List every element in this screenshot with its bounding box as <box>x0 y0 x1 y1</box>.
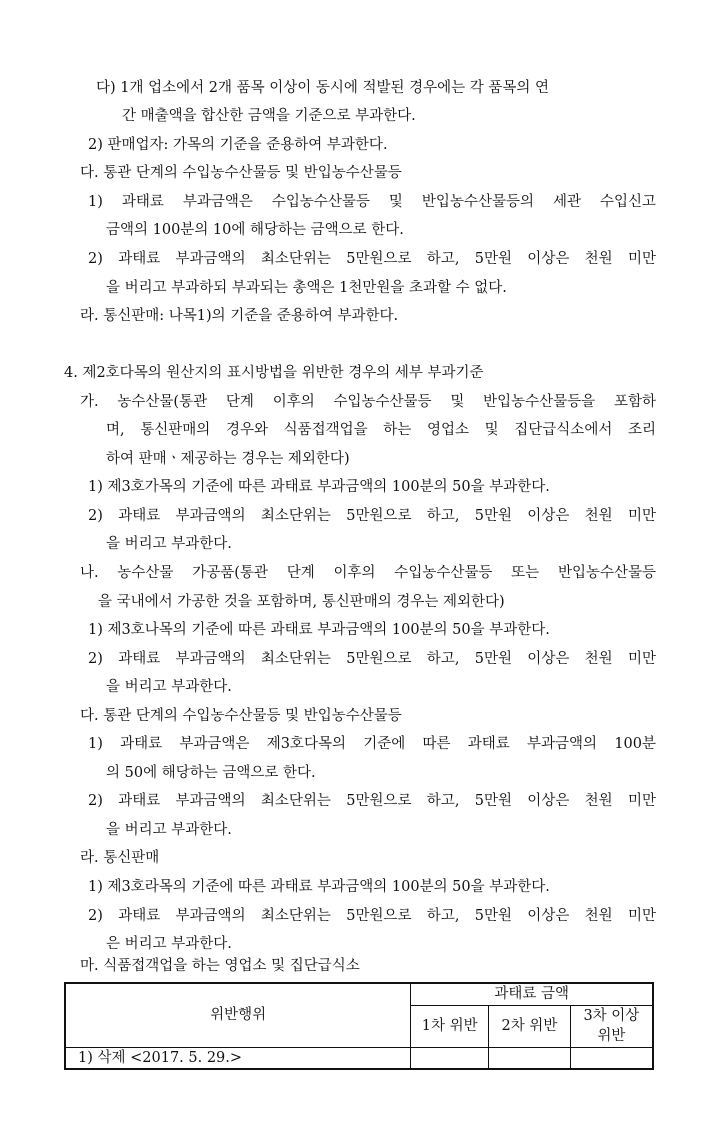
header-3rd-line2: 위반 <box>597 1028 626 1044</box>
text-line: 2) 판매업자: 가목의 기준을 준용하여 부과한다. <box>88 137 388 153</box>
table-row-label: 1) 삭제 <2017. 5. 29.> <box>65 1047 411 1069</box>
fine-table <box>64 982 654 1070</box>
text-line: 을 국내에서 가공한 것을 포함하며, 통신판매의 경우는 제외한다) <box>98 594 505 610</box>
text-line: 간 매출액을 합산한 금액을 기준으로 부과한다. <box>122 108 416 124</box>
text-line: 을 버리고 부과한다. <box>106 679 232 695</box>
text-line: 을 버리고 부과하되 부과되는 총액은 1천만원을 초과할 수 없다. <box>106 280 507 296</box>
table-cell <box>489 1047 571 1069</box>
text-line: 다) 1개 업소에서 2개 품목 이상이 동시에 적발된 경우에는 각 품목의 연 <box>96 80 549 96</box>
header-1st-violation: 1차 위반 <box>411 1005 489 1047</box>
header-2nd-violation: 2차 위반 <box>489 1005 571 1047</box>
text-line: 1) 제3호가목의 기준에 따른 과태료 부과금액의 100분의 50을 부과한다. <box>88 479 550 495</box>
text-line: 2) 과태료 부과금액의 최소단위는 5만원으로 하고, 5만원 이상은 천원 미만 <box>88 793 656 809</box>
text-line: 을 버리고 부과한다. <box>106 822 232 838</box>
text-line: 1) 과태료 부과금액은 수입농수산물등 및 반입농수산물등의 세관 수입신고 <box>88 194 656 210</box>
text-line: 다. 통관 단계의 수입농수산물등 및 반입농수산물등 <box>80 165 402 181</box>
text-line: 2) 과태료 부과금액의 최소단위는 5만원으로 하고, 5만원 이상은 천원 미만 <box>88 508 656 524</box>
section-heading: 4. 제2호다목의 원산지의 표시방법을 위반한 경우의 세부 부과기준 <box>64 365 484 381</box>
text-line: 은 버리고 부과한다. <box>106 936 232 952</box>
header-violation: 위반행위 <box>65 983 411 1047</box>
text-line: 1) 과태료 부과금액은 제3호다목의 기준에 따른 과태료 부과금액의 100분 <box>88 736 656 752</box>
text-line: 하여 판매ㆍ제공하는 경우는 제외한다) <box>106 451 350 467</box>
text-line: 며, 통신판매의 경우와 식품접객업을 하는 영업소 및 집단급식소에서 조리 <box>106 422 656 438</box>
text-line: 마. 식품접객업을 하는 영업소 및 집단급식소 <box>80 958 360 974</box>
text-line: 금액의 100분의 10에 해당하는 금액으로 한다. <box>106 222 404 238</box>
text-line: 라. 통신판매: 나목1)의 기준을 준용하여 부과한다. <box>80 308 399 324</box>
table-cell <box>570 1047 653 1069</box>
header-3rd-violation <box>570 1005 653 1047</box>
text-line: 가. 농수산물(통관 단계 이후의 수입농수산물등 및 반입농수산물등을 포함하 <box>80 394 656 410</box>
text-line: 2) 과태료 부과금액의 최소단위는 5만원으로 하고, 5만원 이상은 천원 미만 <box>88 908 656 924</box>
text-line: 다. 통관 단계의 수입농수산물등 및 반입농수산물등 <box>80 708 402 724</box>
text-line: 2) 과태료 부과금액의 최소단위는 5만원으로 하고, 5만원 이상은 천원 미만 <box>88 651 656 667</box>
table-cell <box>411 1047 489 1069</box>
text-line: 을 버리고 부과한다. <box>106 536 232 552</box>
text-line: 1) 제3호라목의 기준에 따른 과태료 부과금액의 100분의 50을 부과한다. <box>88 879 550 895</box>
text-line: 1) 제3호나목의 기준에 따른 과태료 부과금액의 100분의 50을 부과한다. <box>88 622 550 638</box>
header-3rd-line1: 3차 이상 <box>583 1008 640 1024</box>
header-fine-amount: 과태료 금액 <box>411 983 653 1005</box>
text-line: 라. 통신판매 <box>80 850 160 866</box>
text-line: 나. 농수산물 가공품(통관 단계 이후의 수입농수산물등 또는 반입농수산물등 <box>80 565 656 581</box>
text-line: 의 50에 해당하는 금액으로 한다. <box>106 765 316 781</box>
text-line: 2) 과태료 부과금액의 최소단위는 5만원으로 하고, 5만원 이상은 천원 미만 <box>88 251 656 267</box>
